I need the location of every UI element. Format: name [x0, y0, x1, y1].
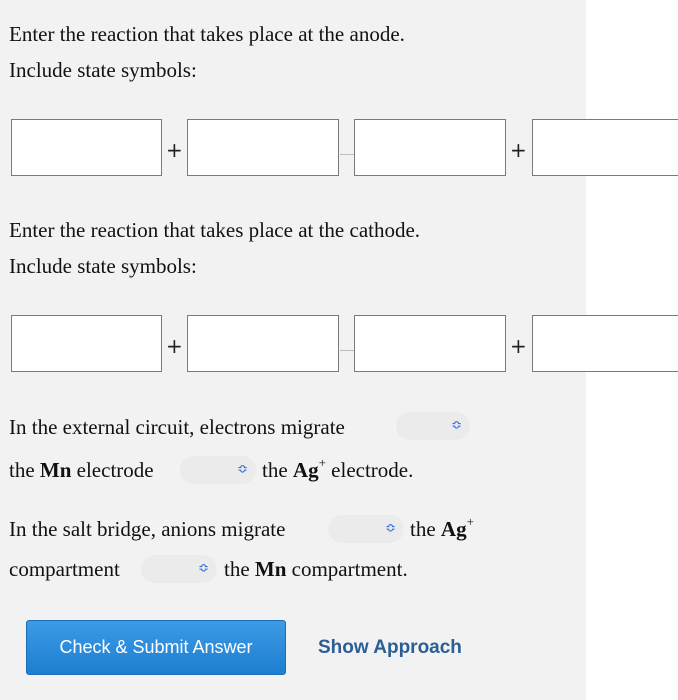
salt-bridge-direction-select[interactable]: [328, 515, 404, 543]
external-electrode-select[interactable]: [180, 456, 256, 484]
external-circuit-line2-end: the Ag+ electrode.: [262, 455, 414, 482]
anode-plus-2: +: [510, 138, 527, 162]
salt-bridge-compartment-label: compartment: [9, 557, 120, 581]
anode-plus-1: +: [166, 138, 183, 162]
cathode-reactant-1-input[interactable]: [11, 315, 162, 372]
anode-reactant-2-input[interactable]: [187, 119, 339, 176]
cathode-product-2-input[interactable]: [532, 315, 678, 372]
salt-bridge-line1-end: the Ag+: [410, 514, 474, 541]
cathode-prompt: Enter the reaction that takes place at the cathode.: [9, 218, 421, 242]
external-direction-select[interactable]: [396, 412, 470, 440]
salt-bridge-compartment-select[interactable]: [141, 555, 217, 583]
cathode-reaction-arrow: [340, 350, 354, 351]
salt-bridge-text: In the salt bridge, anions migrate: [9, 517, 286, 541]
anode-prompt-state: Include state symbols:: [9, 58, 197, 82]
cathode-plus-2: +: [510, 334, 527, 358]
up-down-chevron-icon: ≎: [451, 418, 462, 433]
anode-product-2-input[interactable]: [532, 119, 678, 176]
external-circuit-text: In the external circuit, electrons migrate: [9, 415, 345, 439]
up-down-chevron-icon: ≎: [198, 561, 209, 576]
check-submit-button[interactable]: Check & Submit Answer: [26, 620, 286, 675]
anode-reactant-1-input[interactable]: [11, 119, 162, 176]
salt-bridge-line2-end: the Mn compartment.: [224, 557, 408, 581]
anode-product-1-input[interactable]: [354, 119, 506, 176]
external-circuit-line2-start: the Mn electrode: [9, 458, 154, 482]
anode-prompt: Enter the reaction that takes place at the anode.: [9, 22, 405, 46]
cathode-prompt-state: Include state symbols:: [9, 254, 197, 278]
cathode-product-1-input[interactable]: [354, 315, 506, 372]
up-down-chevron-icon: ≎: [237, 462, 248, 477]
anode-reaction-arrow: [340, 154, 354, 155]
cathode-plus-1: +: [166, 334, 183, 358]
up-down-chevron-icon: ≎: [385, 521, 396, 536]
show-approach-link[interactable]: Show Approach: [318, 637, 462, 658]
cathode-reactant-2-input[interactable]: [187, 315, 339, 372]
